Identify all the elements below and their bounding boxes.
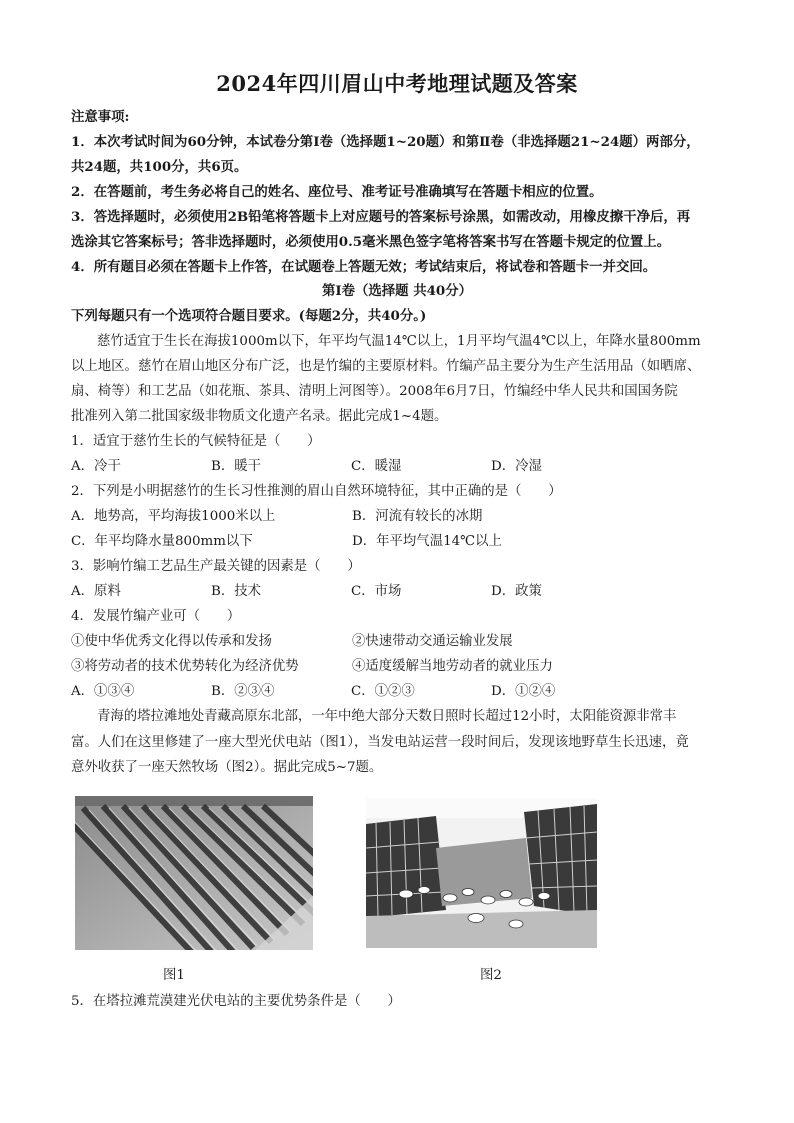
- q2-option-c: C．年平均降水量800mm以下: [71, 534, 253, 549]
- q1-option-c: C．暖湿: [351, 459, 402, 474]
- page-title: 2024年四川眉山中考地理试题及答案: [216, 71, 578, 96]
- question-1-stem: 1．适宜于慈竹生长的气候特征是（ ）: [71, 434, 321, 449]
- notice-line: 4．所有题目必须在答题卡上作答，在试题卷上答题无效；考试结束后，将试卷和答题卡一并交回。: [71, 259, 657, 275]
- notice-line: 选涂其它答案标号；答非选择题时，必须使用0.5毫米黑色签字笔将答案书写在答题卡规定的位置上。: [71, 234, 671, 250]
- q3-option-d: D．政策: [491, 584, 542, 599]
- question-4-stem: 4．发展竹编产业可（ ）: [71, 609, 241, 624]
- q3-option-b: B．技术: [211, 584, 262, 599]
- question-3-stem: 3．影响竹编工艺品生产最关键的因素是（ ）: [71, 559, 361, 574]
- passage-line: 扇、椅等）和工艺品（如花瓶、茶具、清明上河图等）。2008年6月7日，竹编经中华人民共和国国务院: [71, 384, 678, 399]
- passage-line: 青海的塔拉滩地处青藏高原东北部，一年中绝大部分天数日照时长超过12小时，太阳能资源非常丰: [97, 709, 677, 724]
- passage-line: 慈竹适宜于生长在海拔1000m以下，年平均气温14℃以上，1月平均气温4℃以上，年降水量800mm: [97, 334, 701, 349]
- figure-2-photo: [366, 798, 597, 948]
- pasture-sheep-image: [366, 798, 597, 948]
- passage-line: 意外收获了一座天然牧场（图2）。据此完成5~7题。: [71, 760, 383, 775]
- q4-item-1: ①使中华优秀文化得以传承和发扬: [71, 634, 272, 649]
- notice-line: 3．答选择题时，必须使用2B铅笔将答题卡上对应题号的答案标号涂黑，如需改动，用橡皮擦干净后，再: [71, 209, 691, 225]
- question-5-stem: 5．在塔拉滩荒漠建光伏电站的主要优势条件是（ ）: [71, 994, 401, 1009]
- q4-option-a: A．①③④: [71, 684, 135, 699]
- solar-panel-field-image: [75, 796, 313, 950]
- passage-line: 批准列入第二批国家级非物质文化遗产名录。据此完成1~4题。: [71, 409, 448, 424]
- q4-option-c: C．①②③: [351, 684, 415, 699]
- notice-line: 2．在答题前，考生务必将自己的姓名、座位号、准考证号准确填写在答题卡相应的位置。: [71, 184, 603, 200]
- section-instruction: 下列每题只有一个选项符合题目要求。(每题2分，共40分。): [71, 308, 427, 324]
- question-2-stem: 2．下列是小明据慈竹的生长习性推测的眉山自然环境特征，其中正确的是（ ）: [71, 484, 562, 499]
- q3-option-a: A．原料: [71, 584, 121, 599]
- q4-item-2: ②快速带动交通运输业发展: [352, 634, 513, 649]
- notice-line: 共24题，共100分，共6页。: [71, 159, 248, 175]
- q3-option-c: C．市场: [351, 584, 402, 599]
- figure-1-caption: 图1: [163, 968, 185, 983]
- q2-option-a: A．地势高，平均海拔1000米以上: [71, 509, 276, 524]
- q4-option-b: B．②③④: [211, 684, 275, 699]
- q4-option-d: D．①②④: [491, 684, 556, 699]
- figure-1-photo: [75, 796, 313, 950]
- q1-option-a: A．冷干: [71, 459, 121, 474]
- passage-line: 富。人们在这里修建了一座大型光伏电站（图1），当发电站运营一段时间后，发现该地野草生长迅速，竟: [71, 735, 689, 750]
- passage-line: 以上地区。慈竹在眉山地区分布广泛，也是竹编的主要原材料。竹编产品主要分为生产生活用品（如晒席、: [71, 359, 701, 374]
- figure-2-caption: 图2: [480, 968, 502, 983]
- q1-option-d: D．冷湿: [491, 459, 542, 474]
- notice-line: 1．本次考试时间为60分钟，本试卷分第Ⅰ卷（选择题1~20题）和第Ⅱ卷（非选择题21~24题）两部分，: [71, 134, 700, 150]
- q2-option-d: D．年平均气温14℃以上: [352, 534, 502, 549]
- notice-heading: 注意事项:: [71, 109, 130, 125]
- section-title: 第Ⅰ卷（选择题 共40分）: [321, 283, 473, 299]
- q2-option-b: B．河流有较长的冰期: [352, 509, 483, 524]
- q1-option-b: B．暖干: [211, 459, 262, 474]
- q4-item-4: ④适度缓解当地劳动者的就业压力: [352, 659, 553, 674]
- q4-item-3: ③将劳动者的技术优势转化为经济优势: [71, 659, 299, 674]
